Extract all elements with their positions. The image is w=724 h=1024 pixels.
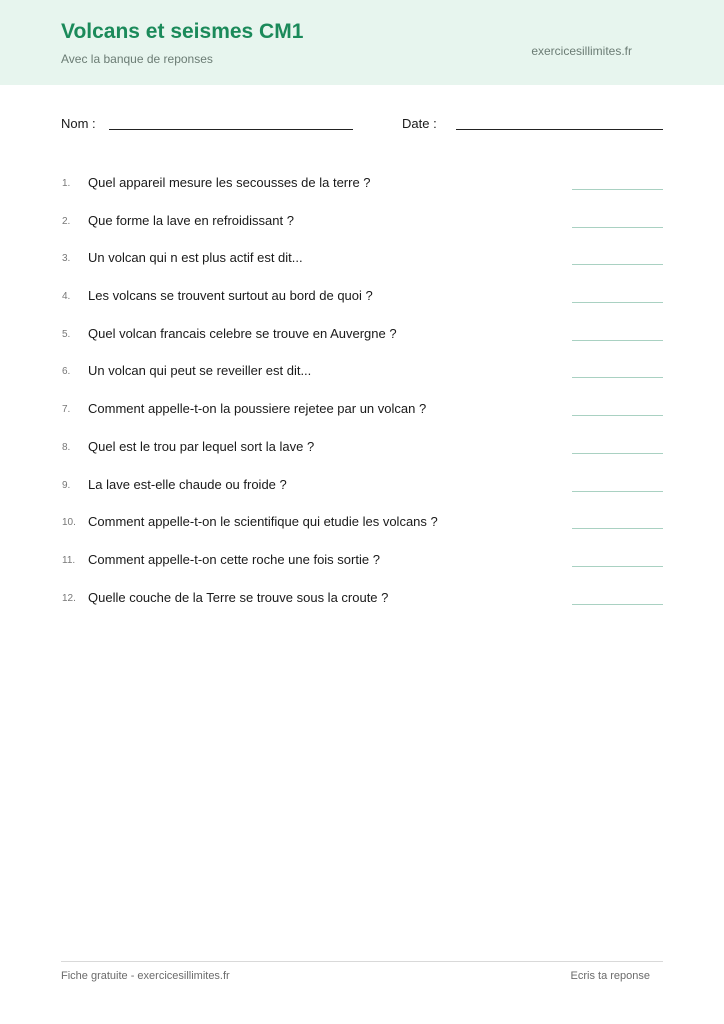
question-item <box>0 472 724 510</box>
question-number: 5. <box>62 328 71 340</box>
question-text: Comment appelle-t-on cette roche une fois sortie ? <box>88 551 380 567</box>
question-item <box>0 547 724 585</box>
answer-field[interactable] <box>572 566 663 567</box>
answer-field[interactable] <box>572 302 663 303</box>
answer-field[interactable] <box>572 264 663 265</box>
answer-field[interactable] <box>572 340 663 341</box>
answer-field[interactable] <box>572 453 663 454</box>
question-item <box>0 434 724 472</box>
question-item <box>0 396 724 434</box>
answer-field[interactable] <box>572 227 663 228</box>
question-item <box>0 283 724 321</box>
footer-credit: Fiche gratuite - exercicesillimites.fr <box>61 970 230 982</box>
question-item <box>0 321 724 359</box>
question-number: 3. <box>62 253 71 265</box>
question-text: Comment appelle-t-on la poussiere rejetee par un volcan ? <box>88 401 427 417</box>
answer-field[interactable] <box>572 415 663 416</box>
question-text: La lave est-elle chaude ou froide ? <box>88 476 287 492</box>
question-text: Quel volcan francais celebre se trouve en Auvergne ? <box>88 325 397 341</box>
question-text: Un volcan qui n est plus actif est dit... <box>88 250 303 266</box>
answer-field[interactable] <box>572 491 663 492</box>
footer-instruction: Ecris ta reponse <box>570 970 650 982</box>
page-title: Volcans et seismes CM1 <box>61 20 304 43</box>
question-number: 8. <box>62 441 71 453</box>
header-band <box>0 0 724 85</box>
question-number: 9. <box>62 479 71 491</box>
question-text: Quel appareil mesure les secousses de la terre ? <box>88 175 371 190</box>
name-field[interactable] <box>109 129 353 130</box>
question-number: 2. <box>62 215 71 227</box>
question-number: 11. <box>62 554 76 566</box>
question-text: Quel est le trou par lequel sort la lave ? <box>88 438 315 454</box>
site-name: exercicesillimites.fr <box>531 44 632 58</box>
question-text: Comment appelle-t-on le scientifique qui etudie les volcans ? <box>88 514 438 530</box>
answer-field[interactable] <box>572 528 663 529</box>
page-subtitle: Avec la banque de reponses <box>61 52 213 66</box>
question-item <box>0 509 724 547</box>
question-item <box>0 170 724 208</box>
name-label: Nom : <box>61 116 96 131</box>
question-text: Un volcan qui peut se reveiller est dit... <box>88 363 312 379</box>
question-number: 1. <box>62 178 71 189</box>
footer-divider <box>61 961 663 962</box>
question-number: 6. <box>62 366 71 378</box>
answer-field[interactable] <box>572 377 663 378</box>
question-number: 7. <box>62 404 71 416</box>
question-number: 12. <box>62 592 76 604</box>
question-item <box>0 208 724 246</box>
question-text: Les volcans se trouvent surtout au bord de quoi ? <box>88 288 373 304</box>
answer-field[interactable] <box>572 604 663 605</box>
question-list <box>0 170 724 622</box>
date-field[interactable] <box>456 129 663 130</box>
question-text: Quelle couche de la Terre se trouve sous la croute ? <box>88 589 389 605</box>
answer-field[interactable] <box>572 189 663 190</box>
question-number: 10. <box>62 517 76 529</box>
question-text: Que forme la lave en refroidissant ? <box>88 212 294 228</box>
student-info-row <box>0 116 724 136</box>
date-label: Date : <box>402 116 437 131</box>
question-number: 4. <box>62 291 71 303</box>
question-item <box>0 358 724 396</box>
question-item <box>0 585 724 623</box>
question-item <box>0 245 724 283</box>
